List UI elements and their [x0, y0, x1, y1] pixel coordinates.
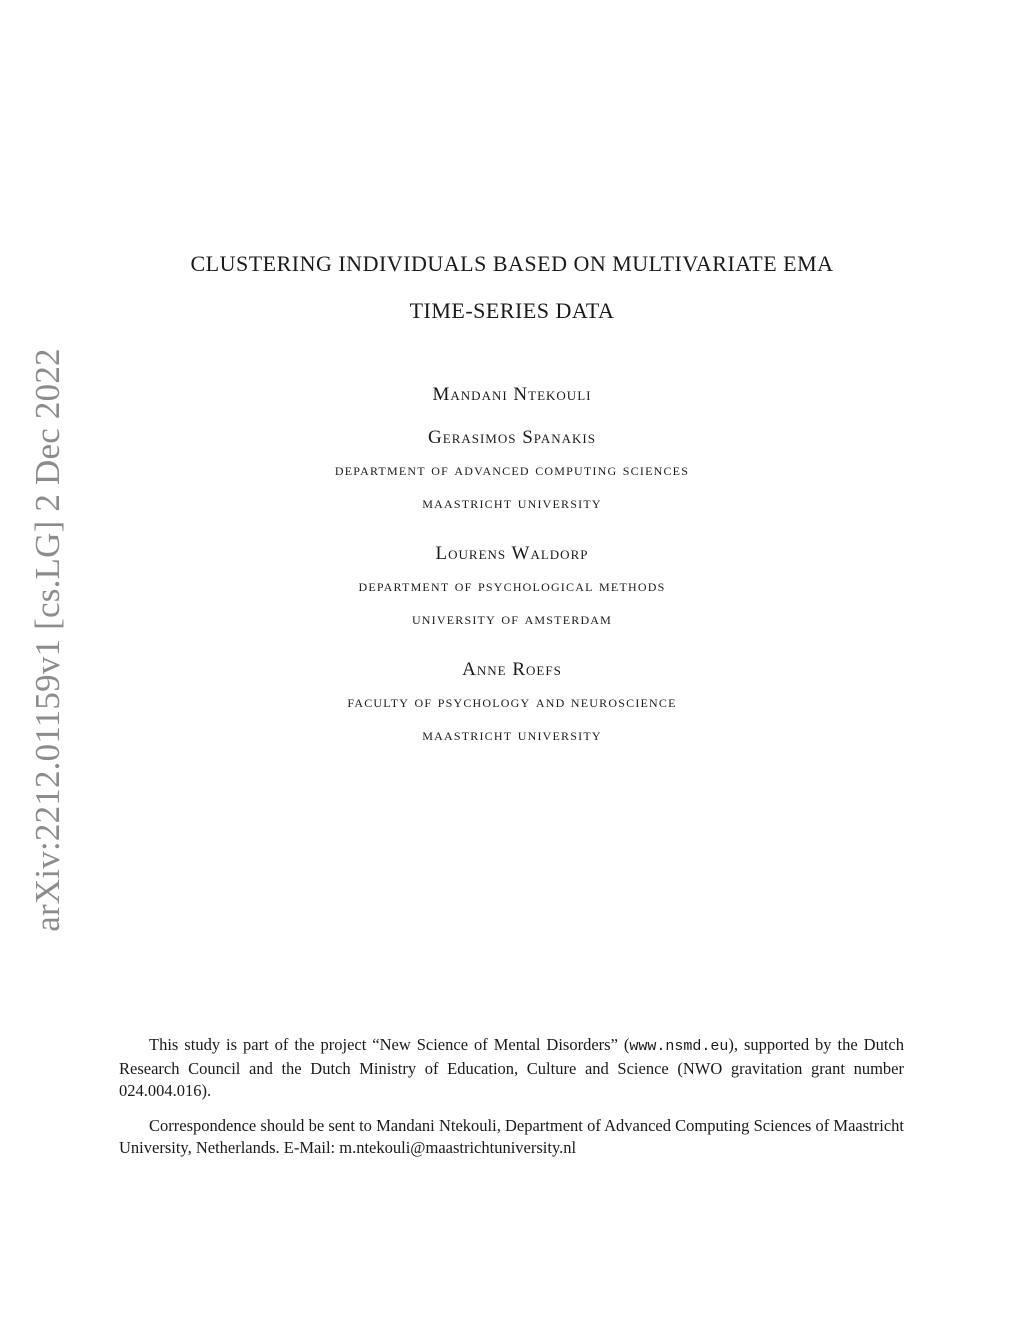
title-line-1: CLUSTERING INDIVIDUALS BASED ON MULTIVARIATE EMA [190, 251, 834, 276]
author-name: Anne Roefs [462, 659, 562, 680]
funding-text-after: ), supported by the Dutch Research Council and the Dutch Ministry of Education, Culture and Science (NWO gravitation grant number 024.004.016). [119, 1035, 904, 1100]
funding-text-before: This study is part of the project “New Science of Mental Disorders” ( [149, 1035, 630, 1054]
author-affiliation: maastricht university [422, 493, 602, 512]
arxiv-identifier-stamp: arXiv:2212.01159v1 [cs.LG] 2 Dec 2022 [28, 348, 67, 932]
author-affiliation: university of amsterdam [411, 609, 613, 628]
author-name: Mandani Ntekouli [432, 384, 592, 405]
correspondence-text: Correspondence should be sent to Mandani Ntekouli, Department of Advanced Computing Sciences of Maastricht University, Netherlands. E-Mail: m.ntekouli@maastrichtuniversity.nl [119, 1116, 904, 1157]
author-affiliation: faculty of psychology and neuroscience [347, 692, 677, 711]
author-list [0, 380, 1024, 751]
funding-footnote [119, 1034, 904, 1102]
paper-title [0, 240, 1024, 334]
author-name: Lourens Waldorp [435, 543, 589, 564]
author-affiliation: department of advanced computing sciences [334, 460, 690, 479]
title-line-2: TIME-SERIES DATA [409, 298, 615, 323]
author-affiliation: maastricht university [422, 725, 602, 744]
author-name: Gerasimos Spanakis [428, 427, 596, 448]
correspondence-footnote [119, 1115, 904, 1159]
project-url-link[interactable]: www.nsmd.eu [629, 1038, 729, 1055]
author-affiliation: department of psychological methods [358, 576, 666, 595]
